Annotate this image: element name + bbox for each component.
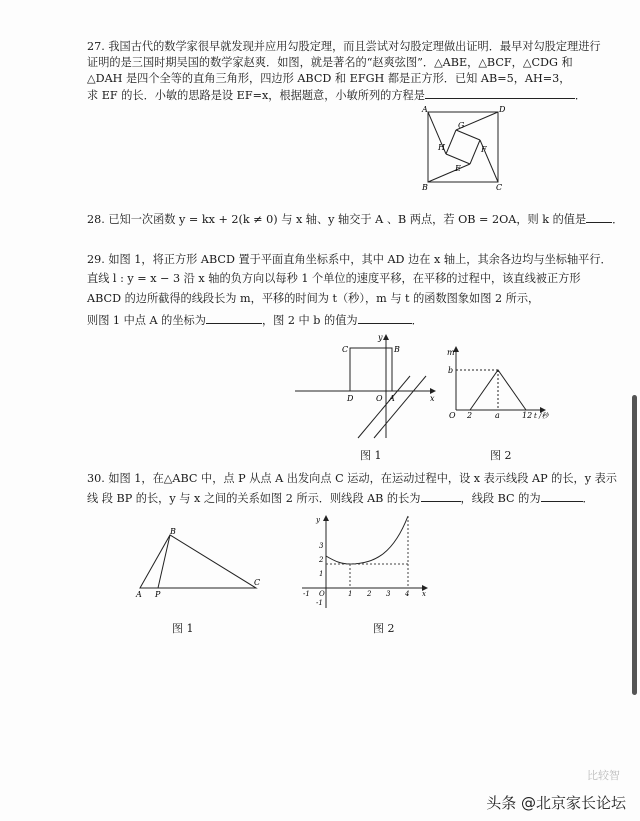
fig1-label-o: O xyxy=(376,394,383,403)
q30-caption-2: 图 2 xyxy=(373,622,395,635)
q29-caption-2: 图 2 xyxy=(490,449,512,462)
q29-figure-1 xyxy=(290,330,440,445)
q28-answer-blank xyxy=(586,212,612,223)
q30-figure-1 xyxy=(132,525,267,600)
line-be xyxy=(428,164,470,182)
q30-label-b: B xyxy=(170,527,176,536)
q30-tick-ym1: -1 xyxy=(316,599,323,607)
fig2-label-12: 12 xyxy=(522,411,533,420)
q30-label-c: C xyxy=(254,578,261,587)
segment-bp xyxy=(158,535,170,588)
fig2-label-b: b xyxy=(448,366,454,375)
q30-tick-x2: 2 xyxy=(367,590,372,598)
fig1-label-x: x xyxy=(430,394,435,403)
q29-line-4a: 则图 1 中点 A 的坐标为 xyxy=(87,314,206,327)
q29-line-2: 直线 l : y = x − 3 沿 x 轴的负方向以每秒 1 个单位的速度平移，在平移的过程中，该直线被正方形 xyxy=(87,272,581,285)
fig2-label-a: a xyxy=(495,411,500,420)
q30-label-a: A xyxy=(136,590,142,599)
label-b: B xyxy=(422,183,428,192)
fig1-label-a: A xyxy=(389,394,395,403)
y-axis-arrow xyxy=(383,334,389,340)
q30-line-2b: ，线段 BC 的为 xyxy=(460,492,541,505)
q27-line-3: △DAH 是四个全等的直角三角形，四边形 ABCD 和 EFGH 都是正方形．已知 AB=5，AH=3， xyxy=(87,72,571,85)
label-h: H xyxy=(438,143,445,152)
q29-blank-b xyxy=(358,313,412,324)
line-gf xyxy=(456,130,480,140)
line-fe xyxy=(470,140,480,164)
fig1-label-c: C xyxy=(342,345,349,354)
fig2-label-o: O xyxy=(449,411,456,420)
label-f: F xyxy=(481,145,487,154)
q27-line-4-text: 求 EF 的长．小敏的思路是设 EF=x，根据题意，小敏所列的方程是 xyxy=(87,89,425,102)
q30-y-axis-arrow xyxy=(323,515,329,521)
q30-label-y: y xyxy=(316,516,320,524)
q30-line-1: 30. 如图 1，在△ABC 中，点 P 从点 A 出发向点 C 运动，在运动过程中，设 x 表示线段 AP 的长，y 表示 xyxy=(87,472,617,485)
q30-line-2c: ． xyxy=(582,492,594,505)
q30-label-p: P xyxy=(155,590,161,599)
q30-tick-x1: 1 xyxy=(348,590,353,598)
fig1-label-d: D xyxy=(347,394,354,403)
q30-tick-x4: 4 xyxy=(405,590,410,598)
line-l-1 xyxy=(358,376,410,438)
label-a: A xyxy=(422,105,428,114)
q29-line-1: 29. 如图 1，将正方形 ABCD 置于平面直角坐标系中，其中 AD 边在 x 轴上，其余各边均与坐标轴平行． xyxy=(87,253,612,266)
q29-blank-a xyxy=(206,313,262,324)
q29-line-4b: ，图 2 中 b 的值为 xyxy=(261,314,358,327)
q30-blank-bc xyxy=(541,491,583,502)
q30-line-2a: 线 段 BP 的长，y 与 x 之间的关系如图 2 所示．则线段 AB 的长为 xyxy=(87,492,421,505)
q30-tick-y1: 1 xyxy=(319,570,324,578)
label-g: G xyxy=(458,121,465,130)
label-e: E xyxy=(455,164,461,173)
fig2-label-t: t /秒 xyxy=(534,412,549,420)
q29-figure-2 xyxy=(444,342,556,420)
fig2-label-2: 2 xyxy=(467,411,473,420)
q30-tick-y3: 3 xyxy=(319,542,324,550)
q27-line-4-end: ． xyxy=(574,89,587,102)
zhao-shuang-diagram xyxy=(418,104,508,194)
q30-tick-xm1: -1 xyxy=(303,590,310,598)
q29-caption-1: 图 1 xyxy=(360,449,382,462)
label-c: C xyxy=(496,183,503,192)
scrollbar[interactable] xyxy=(632,395,637,695)
label-d: D xyxy=(499,105,506,114)
q30-line-2 xyxy=(87,491,594,506)
line-hg xyxy=(446,130,456,154)
q30-tick-x3: 3 xyxy=(386,590,391,598)
q29-line-4 xyxy=(87,313,423,328)
line-l-2 xyxy=(374,376,426,438)
q27-answer-blank xyxy=(425,88,575,99)
q27-line-4 xyxy=(87,88,586,103)
watermark: 头条 @北京家长论坛 xyxy=(486,794,626,812)
q30-label-o: O xyxy=(319,590,325,598)
q30-figure-2 xyxy=(296,512,438,612)
triangle-abc xyxy=(140,535,256,588)
q30-label-x: x xyxy=(422,590,426,598)
q28-end: ． xyxy=(612,213,624,226)
q27-line-2: 证明的是三国时期吴国的数学家赵爽．如图，就是著名的“赵爽弦图”．△ABE，△BCF，△CDG 和 xyxy=(87,56,573,69)
q30-tick-y2: 2 xyxy=(319,556,324,564)
faint-watermark: 比较智 xyxy=(587,769,620,782)
q28-line xyxy=(87,212,623,227)
q30-blank-ab xyxy=(421,491,461,502)
fig1-label-y: y xyxy=(378,333,383,342)
q30-caption-1: 图 1 xyxy=(172,622,194,635)
fig2-label-m: m xyxy=(447,348,455,357)
q29-line-4c: ． xyxy=(411,314,423,327)
line-eh xyxy=(446,154,470,164)
fig1-label-b: B xyxy=(394,345,400,354)
q27-line-1: 27. 我国古代的数学家很早就发现并应用勾股定理，而且尝试对勾股定理做出证明．最早对勾股定理进行 xyxy=(87,40,601,53)
q28-text: 28. 已知一次函数 y = kx + 2(k ≠ 0) 与 x 轴、y 轴交于 A 、B 两点，若 OB = 2OA，则 k 的值是 xyxy=(87,213,587,226)
q29-line-3: ABCD 的边所截得的线段长为 m，平移的时间为 t（秒），m 与 t 的函数图象如图 2 所示， xyxy=(87,292,540,305)
q30-curve xyxy=(326,516,408,564)
